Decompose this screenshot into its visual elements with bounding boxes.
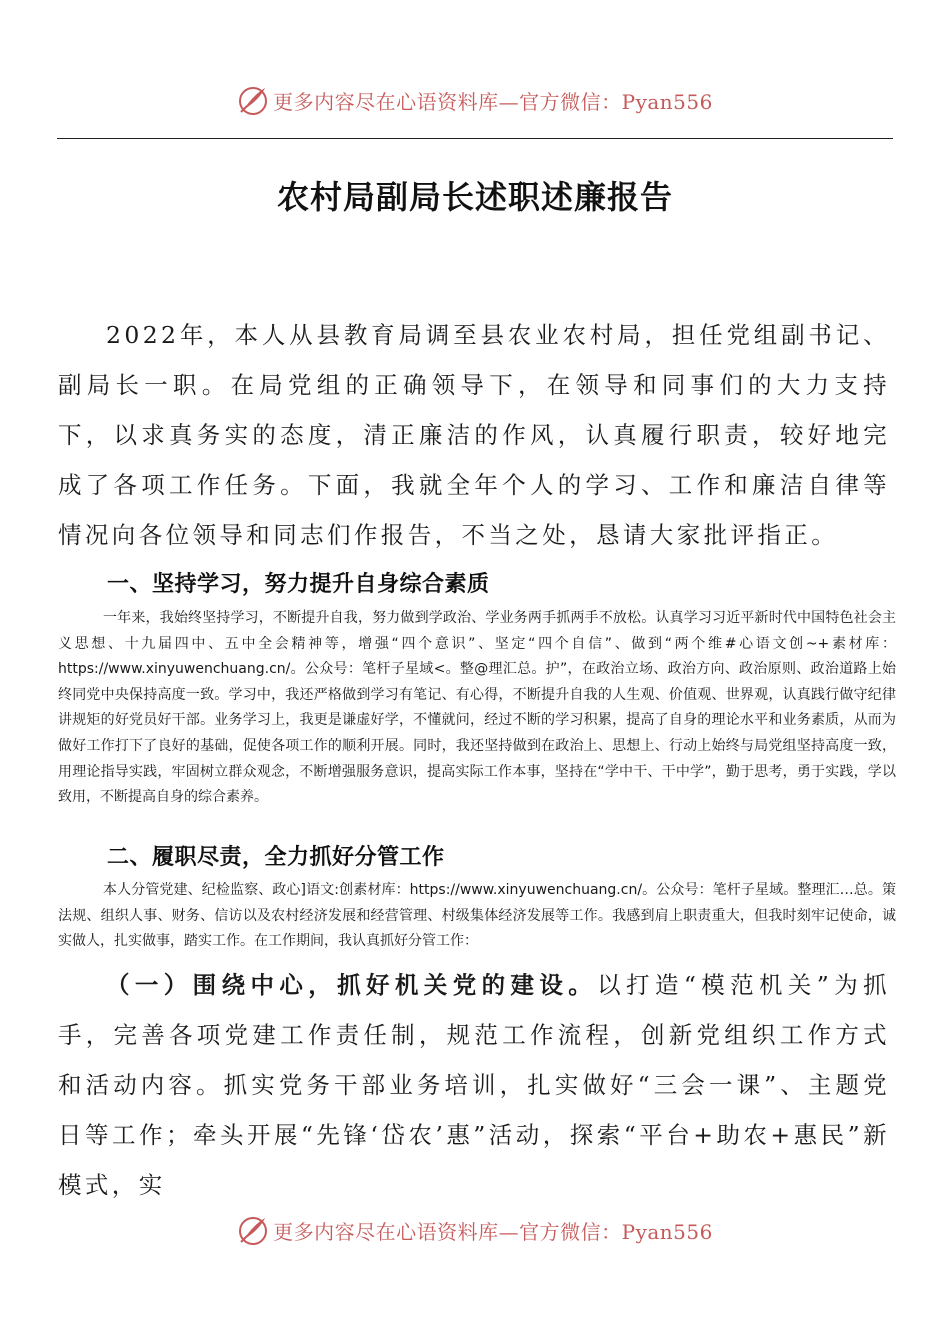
subsection-1-paragraph xyxy=(58,960,890,1210)
section-1-body: 一年来，我始终坚持学习，不断提升自我，努力做到学政治、学业务两手抓两手不放松。认真学习习近平新时代中国特色社会主义思想、十九届四中、五中全会精神等，增强“四个意识”、坚定“四个自信”、做到“两个维#心语文创~+素材库：https://www.xinyuwenchuang.cn/。公众号：笔杆子星域<。整@理汇总。护”，在政治立场、政治方向、政治原则、政治道路上始终同党中央保持高度一致。学习中，我还严格做到学习有笔记、有心得，不断提升自我的人生观、价值观、世界观，认真践行做守纪律讲规矩的好党员好干部。业务学习上，我更是谦虚好学，不懂就问，经过不断的学习积累，提高了自身的理论水平和业务素质，从而为做好工作打下了良好的基础，促使各项工作的顺利开展。同时，我还坚持做到在政治上、思想上、行动上始终与局党组坚持高度一致，用理论指导实践，牢固树立群众观念，不断增强服务意识，提高实际工作本事，坚持在“学中干、干中学”，勤于思考，勇于实践，学以致用，不断提高自身的综合素养。 xyxy=(58,610,896,806)
footer-watermark-banner xyxy=(0,1210,950,1250)
watermark-text: 更多内容尽在心语资料库—官方微信：Pyan556 xyxy=(273,89,713,114)
subsection-1-body: 以打造“模范机关”为抓手，完善各项党建工作责任制，规范工作流程，创新党组织工作方式和活动内容。抓实党务干部业务培训，扎实做好“三会一课”、主题党日等工作；牵头开展“先锋‘岱农’惠”活动，探索“平台+助农+惠民”新模式，实 xyxy=(58,971,890,1199)
watermark-text: 更多内容尽在心语资料库—官方微信：Pyan556 xyxy=(273,1219,713,1244)
header-divider xyxy=(57,138,893,139)
section-1-heading: 一、坚持学习，努力提升自身综合素质 xyxy=(107,572,490,597)
subsection-1-lead: （一）围绕中心，抓好机关党的建设。 xyxy=(106,971,598,999)
header-watermark-banner xyxy=(0,80,950,120)
quill-pen-logo-icon xyxy=(237,84,269,116)
intro-paragraph: 2022年，本人从县教育局调至县农业农村局，担任党组副书记、副局长一职。在局党组的正确领导下，在领导和同事们的大力支持下，以求真务实的态度，清正廉洁的作风，认真履行职责，较好地完成了各项工作任务。下面，我就全年个人的学习、工作和廉洁自律等情况向各位领导和同志们作报告，不当之处，恳请大家批评指正。 xyxy=(58,321,890,549)
document-title: 农村局副局长述职述廉报告 xyxy=(276,178,673,216)
section-2-body: 本人分管党建、纪检监察、政心]语文:创素材库：https://www.xinyuwenchuang.cn/。公众号：笔杆子星域。整理汇…总。策法规、组织人事、财务、信访以及农村经济发展和经营管理、村级集体经济发展等工作。我感到肩上职责重大，但我时刻牢记使命，诚实做人，扎实做事，踏实工作。在工作期间，我认真抓好分管工作： xyxy=(58,882,896,950)
quill-pen-logo-icon xyxy=(237,1214,269,1246)
section-2-heading: 二、履职尽责，全力抓好分管工作 xyxy=(107,845,445,870)
